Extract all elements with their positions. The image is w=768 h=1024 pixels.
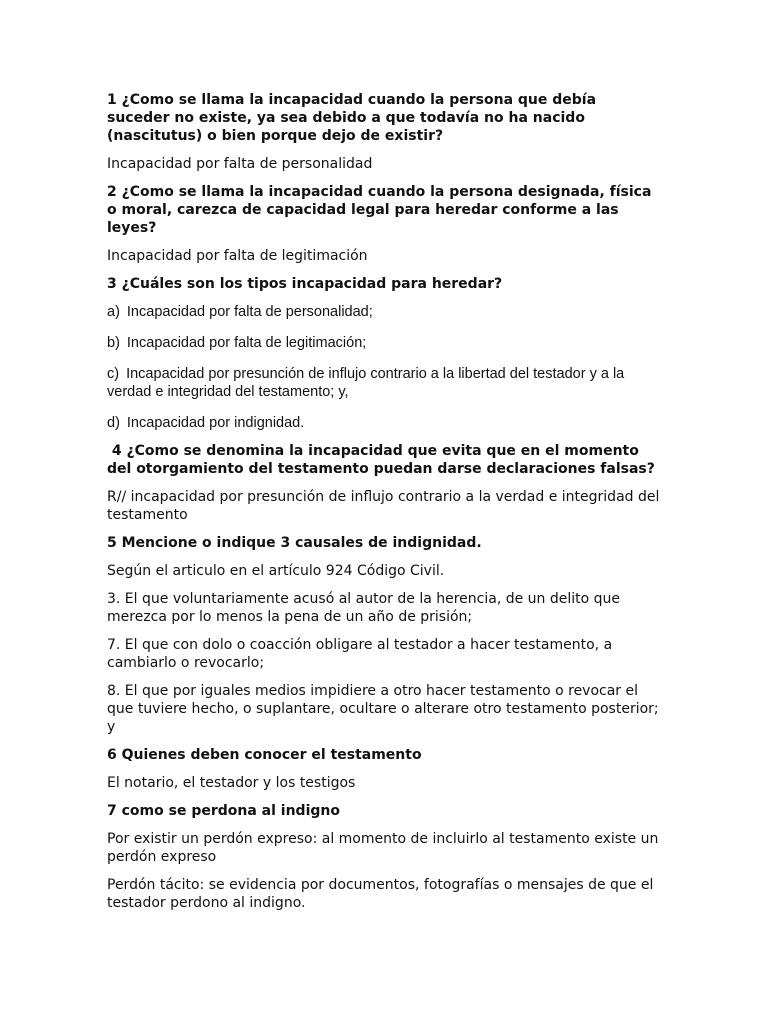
- option-letter: c): [107, 366, 120, 382]
- question-2: 2 ¿Como se llama la incapacidad cuando la persona designada, física o moral, carezca de capacidad legal para heredar conforme a las leyes?: [107, 184, 652, 236]
- option-text: Incapacidad por indignidad.: [126, 415, 305, 431]
- option-b: [107, 334, 663, 352]
- answer-7-express: Por existir un perdón expreso: al momento de incluirlo al testamento existe un perdón expreso: [107, 831, 659, 865]
- causal-item: 8. El que por iguales medios impidiere a otro hacer testamento o revocar el que tuviere hecho, o suplantare, ocultare o alterare otro testamento posterior; y: [107, 683, 659, 735]
- answer-2: Incapacidad por falta de legitimación: [107, 248, 368, 264]
- question-5: 5 Mencione o indique 3 causales de indignidad.: [107, 535, 482, 551]
- option-text: Incapacidad por falta de personalidad;: [126, 304, 373, 320]
- question-1: 1 ¿Como se llama la incapacidad cuando la persona que debía suceder no existe, ya sea debido a que todavía no ha nacido (nascitutus) o bien porque dejo de existir?: [107, 92, 597, 144]
- option-c: [107, 365, 663, 401]
- answer-5-intro: Según el articulo en el artículo 924 Código Civil.: [107, 563, 445, 579]
- option-letter: d): [107, 415, 120, 431]
- causal-item: 3. El que voluntariamente acusó al autor de la herencia, de un delito que merezca por lo menos la pena de un año de prisión;: [107, 591, 621, 625]
- option-text: Incapacidad por falta de legitimación;: [126, 335, 367, 351]
- answer-7-tacit: Perdón tácito: se evidencia por documentos, fotografías o mensajes de que el testador perdono al indigno.: [107, 877, 654, 911]
- question-3: 3 ¿Cuáles son los tipos incapacidad para heredar?: [107, 276, 503, 292]
- document-body: [107, 91, 663, 922]
- question-7: 7 como se perdona al indigno: [107, 803, 340, 819]
- option-letter: a): [107, 304, 120, 320]
- question-6: 6 Quienes deben conocer el testamento: [107, 747, 422, 763]
- question-4: 4 ¿Como se denomina la incapacidad que evita que en el momento del otorgamiento del testamento puedan darse declaraciones falsas?: [107, 443, 655, 477]
- option-d: [107, 414, 663, 432]
- causal-item: 7. El que con dolo o coacción obligare al testador a hacer testamento, a cambiarlo o revocarlo;: [107, 637, 613, 671]
- answer-6: El notario, el testador y los testigos: [107, 775, 356, 791]
- option-a: [107, 303, 663, 321]
- answer-1: Incapacidad por falta de personalidad: [107, 156, 373, 172]
- answer-4: R// incapacidad por presunción de influjo contrario a la verdad e integridad del testamento: [107, 489, 660, 523]
- option-letter: b): [107, 335, 120, 351]
- option-text: Incapacidad por presunción de influjo contrario a la libertad del testador y a la verdad e integridad del testamento; y,: [107, 366, 625, 400]
